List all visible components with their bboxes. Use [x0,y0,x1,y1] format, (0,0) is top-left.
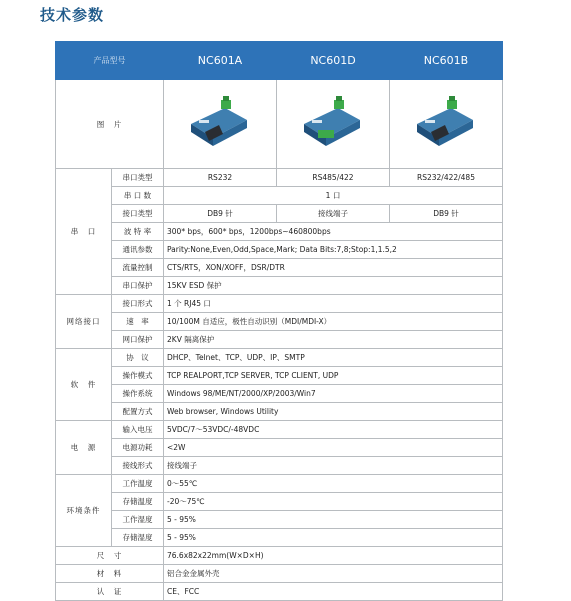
row-label: 速 率 [112,313,164,331]
model-label: 产品型号 [56,42,164,80]
table-row [56,547,503,565]
row-label: 存储温度 [112,493,164,511]
table-row [56,277,503,295]
cell-value: 2KV 隔离保护 [164,331,503,349]
group-environment: 环境条件 [56,475,112,547]
cell-value: DB9 针 [164,205,277,223]
row-label: 接口类型 [112,205,164,223]
table-row [56,565,503,583]
table-row [56,493,503,511]
picture-label: 图 片 [56,80,164,169]
row-label: 材 料 [56,565,164,583]
table-row [56,349,503,367]
table-row [56,583,503,601]
row-label: 波 特 率 [112,223,164,241]
cell-value: 10/100M 自适应，极性自动识别（MDI/MDI-X） [164,313,503,331]
table-row [56,385,503,403]
cell-value: RS232/422/485 [390,169,503,187]
cell-value: Parity:None,Even,Odd,Space,Mark; Data Bits:7,8;Stop:1,1.5,2 [164,241,503,259]
table-row [56,205,503,223]
cell-value: 76.6x82x22mm(W×D×H) [164,547,503,565]
table-row [56,367,503,385]
device-photo [411,94,481,150]
table-row [56,439,503,457]
row-label: 协 议 [112,349,164,367]
group-power: 电 源 [56,421,112,475]
row-label: 接线形式 [112,457,164,475]
table-row [56,421,503,439]
row-label: 流量控制 [112,259,164,277]
row-label: 串 口 数 [112,187,164,205]
table-row [56,403,503,421]
cell-value: 15KV ESD 保护 [164,277,503,295]
row-label: 尺 寸 [56,547,164,565]
device-photo [298,94,368,150]
cell-value: Web browser, Windows Utility [164,403,503,421]
row-label: 操作系统 [112,385,164,403]
header-row [56,42,503,80]
row-label: 认 证 [56,583,164,601]
cell-value: CTS/RTS，XON/XOFF，DSR/DTR [164,259,503,277]
cell-value: DB9 针 [390,205,503,223]
row-label: 接口形式 [112,295,164,313]
table-row [56,169,503,187]
cell-value: -20～75℃ [164,493,503,511]
row-label: 网口保护 [112,331,164,349]
cell-value: 5 - 95% [164,511,503,529]
cell-value: 接线端子 [164,457,503,475]
row-label: 电源功耗 [112,439,164,457]
table-row [56,511,503,529]
group-serial: 串 口 [56,169,112,295]
cell-value: 1 个 RJ45 口 [164,295,503,313]
cell-value: RS232 [164,169,277,187]
cell-value: 300* bps，600* bps，1200bps~460800bps [164,223,503,241]
model-nc601d: NC601D [277,42,390,80]
cell-value: 0～55℃ [164,475,503,493]
row-label: 工作温度 [112,475,164,493]
device-photo [185,94,255,150]
row-label: 操作模式 [112,367,164,385]
row-label: 通讯参数 [112,241,164,259]
cell-value: 5 - 95% [164,529,503,547]
row-label: 存储湿度 [112,529,164,547]
cell-value: Windows 98/ME/NT/2000/XP/2003/Win7 [164,385,503,403]
device-image-nc601a [164,80,277,169]
row-label: 串口类型 [112,169,164,187]
cell-value: 5VDC/7～53VDC/-48VDC [164,421,503,439]
cell-value: <2W [164,439,503,457]
model-nc601b: NC601B [390,42,503,80]
table-row [56,313,503,331]
table-row [56,529,503,547]
row-label: 输入电压 [112,421,164,439]
cell-value: 铝合金金属外壳 [164,565,503,583]
device-image-nc601d [277,80,390,169]
table-row [56,457,503,475]
page-title: 技术参数 [40,6,105,24]
row-label: 配置方式 [112,403,164,421]
cell-value: 1 口 [164,187,503,205]
group-software: 软 件 [56,349,112,421]
row-label: 串口保护 [112,277,164,295]
table-row [56,295,503,313]
table-row [56,259,503,277]
table-row [56,331,503,349]
table-row [56,187,503,205]
cell-value: CE、FCC [164,583,503,601]
table-row [56,241,503,259]
cell-value: RS485/422 [277,169,390,187]
cell-value: 接线端子 [277,205,390,223]
table-row [56,475,503,493]
row-label: 工作湿度 [112,511,164,529]
cell-value: DHCP、Telnet、TCP、UDP、IP、SMTP [164,349,503,367]
picture-row [56,80,503,169]
model-nc601a: NC601A [164,42,277,80]
device-image-nc601b [390,80,503,169]
table-row [56,223,503,241]
cell-value: TCP REALPORT,TCP SERVER, TCP CLIENT, UDP [164,367,503,385]
spec-table [55,41,503,601]
group-network: 网络接口 [56,295,112,349]
